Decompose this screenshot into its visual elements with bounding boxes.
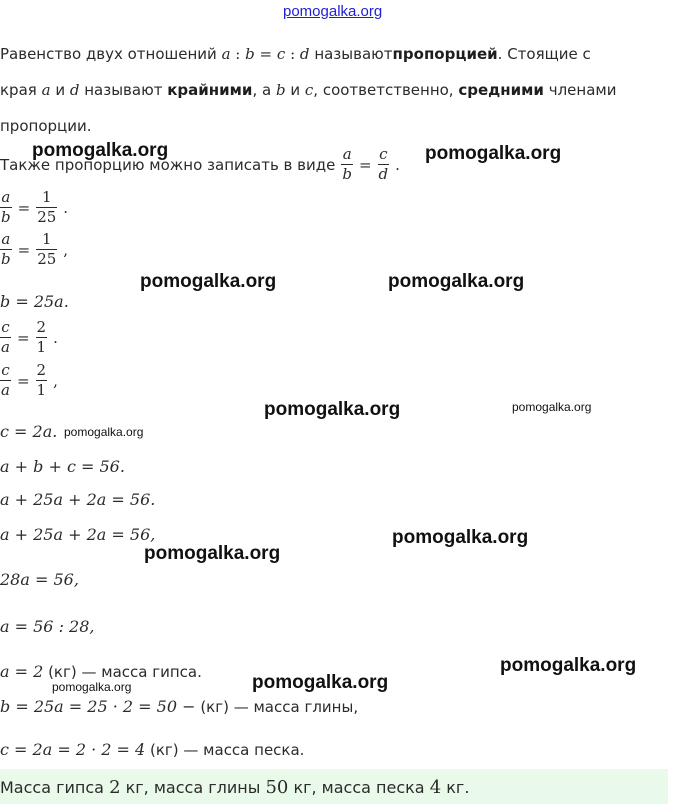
denominator: a xyxy=(1,338,10,356)
watermark: pomogalka.org xyxy=(512,400,592,414)
math-op: , xyxy=(63,240,69,259)
fraction xyxy=(0,190,12,225)
solution-text: (кг) — масса песка. xyxy=(150,741,305,759)
math-op: = xyxy=(16,328,30,347)
fraction xyxy=(0,232,12,267)
watermark: pomogalka.org xyxy=(52,680,132,694)
math-var: b xyxy=(275,81,286,99)
math-var: d xyxy=(69,81,80,99)
solution-line-9: a + 25a + 2a = 56, xyxy=(0,525,156,544)
solution-line-6: c = 2a. xyxy=(0,422,58,441)
answer-part: кг. xyxy=(446,778,470,797)
numerator: 2 xyxy=(36,318,47,336)
denominator: a xyxy=(1,381,10,399)
answer-text xyxy=(0,777,469,798)
math-op: . xyxy=(63,198,69,217)
numerator: c xyxy=(379,145,388,163)
denominator: 25 xyxy=(37,208,57,226)
solution-line-11: a = 56 : 28, xyxy=(0,617,95,636)
solution-line-1 xyxy=(0,190,68,225)
answer-value: 50 xyxy=(265,777,289,798)
theory-text: Равенство двух отношений xyxy=(0,45,217,63)
solution-line-3: b = 25a. xyxy=(0,292,69,311)
solution-line-13 xyxy=(0,697,358,716)
answer-value: 4 xyxy=(429,777,442,798)
denominator: b xyxy=(1,208,11,226)
solution-line-2 xyxy=(0,232,68,267)
math-var: b xyxy=(245,45,255,63)
math-var: a xyxy=(221,45,231,63)
answer-part: кг, масса глины xyxy=(125,778,261,797)
solution-text: (кг) — масса глины, xyxy=(200,698,359,716)
numerator: 1 xyxy=(36,190,57,208)
watermark: pomogalka.org xyxy=(388,271,525,292)
math-op: = xyxy=(17,240,31,259)
theory-line-2 xyxy=(0,81,616,99)
solution-line-14 xyxy=(0,740,304,759)
solution-line-12 xyxy=(0,662,202,681)
denominator: 1 xyxy=(36,381,47,399)
watermark: pomogalka.org xyxy=(500,655,637,676)
theory-text: и xyxy=(55,81,66,99)
math-op: = xyxy=(16,371,30,390)
fraction xyxy=(0,363,11,398)
theory-text: называют xyxy=(314,45,393,63)
answer-part: кг, масса песка xyxy=(293,778,425,797)
theory-text: называют xyxy=(84,81,163,99)
theory-text: и xyxy=(290,81,301,99)
watermark: pomogalka.org xyxy=(144,543,281,564)
theory-text: , а xyxy=(252,81,272,99)
numerator: a xyxy=(342,145,352,163)
math-op: : xyxy=(235,45,241,63)
term-proportion: пропорцией xyxy=(392,45,498,63)
watermark: pomogalka.org xyxy=(64,425,144,439)
math-expression: a = 2 xyxy=(0,662,44,681)
theory-text: членами xyxy=(548,81,617,99)
term-extremes: крайними xyxy=(167,81,253,99)
watermark: pomogalka.org xyxy=(32,140,169,161)
theory-line-3: пропорции. xyxy=(0,117,92,135)
math-expression: c = 2a = 2 · 2 = 4 xyxy=(0,740,146,759)
answer-part: Масса гипса xyxy=(0,778,104,797)
fraction xyxy=(36,190,57,225)
solution-line-7: a + b + c = 56. xyxy=(0,457,125,476)
theory-text: . Стоящие с xyxy=(497,45,591,63)
fraction-c-over-d xyxy=(378,147,390,182)
watermark: pomogalka.org xyxy=(392,527,529,548)
numerator: c xyxy=(1,318,10,336)
numerator: a xyxy=(1,230,11,248)
math-op: = xyxy=(17,198,31,217)
numerator: 2 xyxy=(36,361,47,379)
denominator: d xyxy=(378,165,389,183)
math-op: , xyxy=(53,371,58,390)
math-op: . xyxy=(53,328,58,347)
theory-text: Также пропорцию можно записать в виде xyxy=(0,155,336,174)
watermark: pomogalka.org xyxy=(425,143,562,164)
math-var: a xyxy=(41,81,51,99)
solution-line-5 xyxy=(0,363,58,398)
math-var: c xyxy=(304,81,314,99)
numerator: 1 xyxy=(36,232,57,250)
fraction xyxy=(36,363,48,398)
math-op: = xyxy=(259,45,273,63)
answer-value: 2 xyxy=(109,777,121,798)
fraction xyxy=(36,232,57,267)
theory-line-1 xyxy=(0,45,591,63)
watermark: pomogalka.org xyxy=(264,399,401,420)
math-op: . xyxy=(395,155,400,174)
denominator: b xyxy=(1,250,11,268)
math-op: = xyxy=(358,155,372,174)
denominator: 25 xyxy=(37,250,57,268)
solution-text: (кг) — масса гипса. xyxy=(48,663,202,681)
solution-line-4 xyxy=(0,320,58,355)
top-watermark-link[interactable]: pomogalka.org xyxy=(283,3,383,20)
math-var: d xyxy=(299,45,310,63)
numerator: c xyxy=(1,361,10,379)
watermark: pomogalka.org xyxy=(140,271,277,292)
denominator: b xyxy=(342,165,352,183)
denominator: 1 xyxy=(36,338,47,356)
term-means: средними xyxy=(458,81,544,99)
solution-line-8: a + 25a + 2a = 56. xyxy=(0,490,156,509)
fraction xyxy=(0,320,11,355)
math-var: c xyxy=(276,45,286,63)
theory-text: , соответственно, xyxy=(313,81,454,99)
math-expression: b = 25a = 25 · 2 = 50 − xyxy=(0,697,196,716)
theory-text: края xyxy=(0,81,37,99)
fraction xyxy=(36,320,48,355)
numerator: a xyxy=(1,188,11,206)
solution-line-10: 28a = 56, xyxy=(0,570,79,589)
fraction-a-over-b xyxy=(341,147,353,182)
math-op: : xyxy=(290,45,296,63)
watermark: pomogalka.org xyxy=(252,672,389,693)
